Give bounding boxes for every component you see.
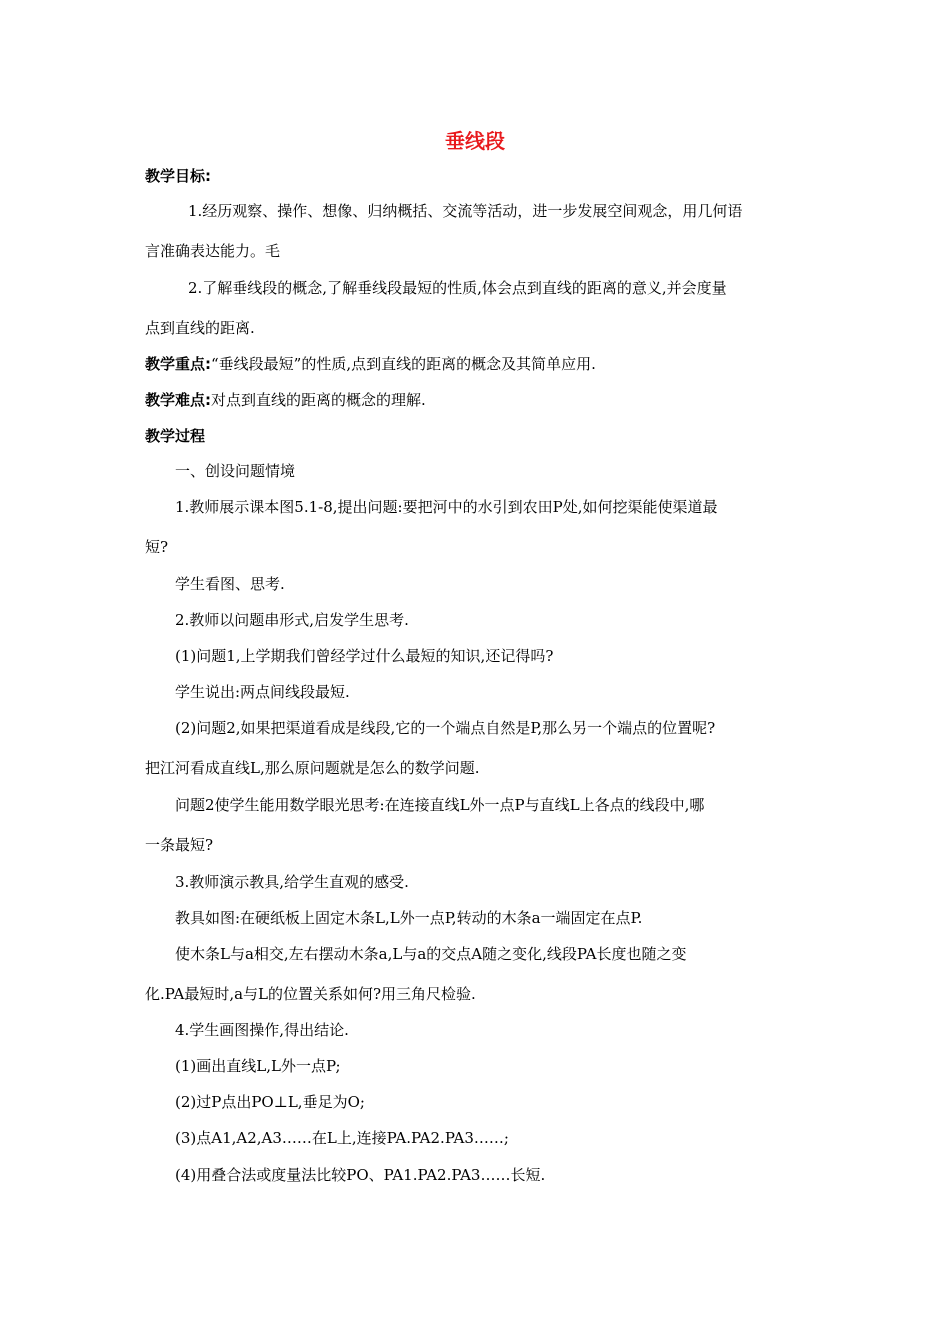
para-2-line-2: 短? <box>145 538 169 556</box>
key-point-text: “垂线段最短”的性质,点到直线的距离的概念及其简单应用. <box>211 355 596 373</box>
para-7-line-1: (2)问题2,如果把渠道看成是线段,它的一个端点自然是P,那么另一个端点的位置呢? <box>175 719 716 737</box>
para-3: 学生看图、思考. <box>175 575 285 593</box>
key-point-row <box>145 354 596 374</box>
para-11-line-1: 使木条L与a相交,左右摆动木条a,L与a的交点A随之变化,线段PA长度也随之变 <box>175 945 687 963</box>
step-4: (4)用叠合法或度量法比较PO、PA1.PA2.PA3……长短. <box>175 1166 546 1184</box>
step-1: (1)画出直线L,L外一点P; <box>175 1057 341 1075</box>
para-8-line-2: 一条最短? <box>145 836 214 854</box>
goal-1-line-1: 1.经历观察、操作、想像、归纳概括、交流等活动，进一步发展空间观念，用几何语 <box>188 202 743 220</box>
goals-heading: 教学目标: <box>145 167 211 185</box>
para-5: (1)问题1,上学期我们曾经学过什么最短的知识,还记得吗? <box>175 647 554 665</box>
para-12: 4.学生画图操作,得出结论. <box>175 1021 349 1039</box>
para-2-line-1: 1.教师展示课本图5.1-8,提出问题:要把河中的水引到农田P处,如何挖渠能使渠道最 <box>175 498 718 516</box>
section-1-heading: 一、创设问题情境 <box>175 462 296 480</box>
difficulty-row <box>145 390 426 410</box>
goal-2-line-1: 2.了解垂线段的概念,了解垂线段最短的性质,体会点到直线的距离的意义,并会度量 <box>188 279 727 297</box>
para-7-line-2: 把江河看成直线L,那么原问题就是怎么的数学问题. <box>145 759 480 777</box>
document-title: 垂线段 <box>445 129 505 153</box>
step-3: (3)点A1,A2,A3……在L上,连接PA.PA2.PA3……; <box>175 1129 509 1147</box>
difficulty-label: 教学难点: <box>145 391 211 409</box>
para-10: 教具如图:在硬纸板上固定木条L,L外一点P,转动的木条a一端固定在点P. <box>175 909 643 927</box>
para-4: 2.教师以问题串形式,启发学生思考. <box>175 611 409 629</box>
para-9: 3.教师演示教具,给学生直观的感受. <box>175 873 409 891</box>
step-2: (2)过P点出PO⊥L,垂足为O; <box>175 1093 365 1111</box>
para-8-line-1: 问题2使学生能用数学眼光思考:在连接直线L外一点P与直线L上各点的线段中,哪 <box>175 796 705 814</box>
goal-2-line-2: 点到直线的距离. <box>145 319 255 337</box>
process-heading: 教学过程 <box>145 427 206 445</box>
para-6: 学生说出:两点间线段最短. <box>175 683 350 701</box>
difficulty-text: 对点到直线的距离的概念的理解. <box>211 391 426 409</box>
goal-1-line-2: 言准确表达能力。毛 <box>145 242 281 260</box>
para-11-line-2: 化.PA最短时,a与L的位置关系如何?用三角尺检验. <box>145 985 476 1003</box>
key-point-label: 教学重点: <box>145 355 211 373</box>
